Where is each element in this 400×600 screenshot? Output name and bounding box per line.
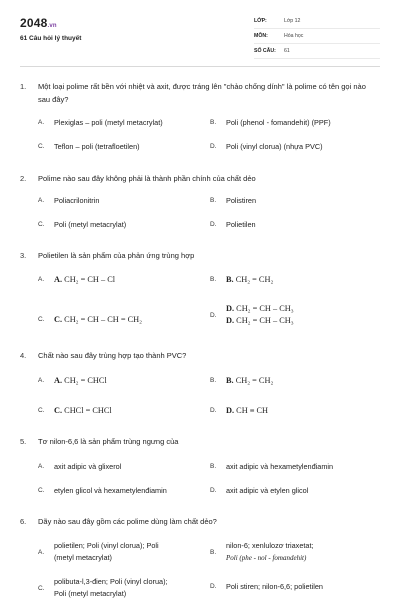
meta-row-count xyxy=(254,44,380,59)
option-b[interactable] xyxy=(210,118,331,127)
option-letter: C. xyxy=(38,143,45,150)
option-text: Polistiren xyxy=(226,196,257,205)
option-text: etylen glicol và hexametylenđiamin xyxy=(54,486,167,495)
question-text: Chất nào sau đây trùng hợp tạo thành PVC? xyxy=(38,351,187,360)
option-text: Poli (phenol - fomandehit) (PPF) xyxy=(226,118,331,127)
option-c[interactable] xyxy=(38,576,168,600)
option-text xyxy=(54,540,159,564)
grade-label: LỚP: xyxy=(254,18,267,24)
option-letter: C. xyxy=(38,407,45,414)
option-text xyxy=(226,540,314,564)
grade-value: Lớp 12 xyxy=(284,18,301,24)
option-c[interactable] xyxy=(38,142,140,151)
option-line-2: Poli (phe - nol - fomandehit) xyxy=(226,554,307,562)
option-c[interactable] xyxy=(38,315,142,324)
page-header xyxy=(0,0,400,72)
question-4 xyxy=(20,349,380,362)
option-text xyxy=(54,576,168,600)
option-letter: B. xyxy=(210,276,217,283)
option-d[interactable] xyxy=(210,142,323,151)
option-letter: A. xyxy=(38,119,45,126)
option-letter: B. xyxy=(210,463,217,470)
option-letter: D. xyxy=(210,407,217,414)
question-text: Dãy nào sau đây gồm các polime dùng làm chất dẻo? xyxy=(38,517,217,526)
formula-text: CH₂ = CH₂ xyxy=(235,376,274,385)
option-b[interactable] xyxy=(210,462,333,471)
formula-text: CH ≡ CH xyxy=(236,406,269,415)
option-c[interactable] xyxy=(38,406,112,415)
option-formula xyxy=(54,406,112,415)
option-text: axit adipic và etylen glicol xyxy=(226,486,309,495)
option-letter: A. xyxy=(38,377,45,384)
option-a[interactable] xyxy=(38,540,159,564)
option-prefix: D. xyxy=(226,406,235,415)
document-title: 61 Câu hỏi lý thuyết xyxy=(20,35,82,42)
option-text: Polietilen xyxy=(226,220,256,229)
question-text: Một loại polime rất bền với nhiệt và axit, được tráng lên "chảo chống dính" là polime có tên gọi nào sau đây? xyxy=(38,82,366,104)
option-prefix: B. xyxy=(226,376,234,385)
question-2 xyxy=(20,172,380,185)
formula-text: CH₂ = CH₂ xyxy=(235,275,274,284)
option-b[interactable] xyxy=(210,196,256,205)
option-line-1: polietilen; Poli (vinyl clorua); Poli xyxy=(54,541,159,550)
option-letter: D. xyxy=(210,487,217,494)
option-letter: A. xyxy=(38,197,45,204)
question-3 xyxy=(20,249,380,262)
formula-text: CH₂ = CHCl xyxy=(64,376,107,385)
formula-text: CHCl = CHCl xyxy=(64,406,112,415)
option-letter: D. xyxy=(210,143,217,150)
option-formula xyxy=(226,275,273,284)
count-label: SỐ CÂU: xyxy=(254,48,276,54)
option-formula xyxy=(54,315,142,324)
option-d[interactable] xyxy=(210,486,308,495)
option-letter: B. xyxy=(210,197,217,204)
option-text: axit adipic và glixerol xyxy=(54,462,122,471)
question-number: 4. xyxy=(20,351,27,360)
question-6 xyxy=(20,515,380,528)
option-line-2: Poli (metyl metacrylat) xyxy=(54,589,127,598)
option-prefix: D. xyxy=(226,316,235,325)
formula-line-2 xyxy=(226,315,294,327)
subject-value: Hóa học xyxy=(284,33,304,39)
option-line-1: nilon-6; xenlulozơ triaxetat; xyxy=(226,541,314,550)
option-text: Teflon – poli (tetrafloetilen) xyxy=(54,142,140,151)
meta-row-subject xyxy=(254,29,380,44)
option-formula xyxy=(226,303,294,327)
formula-text: CH₂ = CH – CH₃ xyxy=(236,316,294,325)
option-prefix: C. xyxy=(54,406,63,415)
question-number: 5. xyxy=(20,437,27,446)
option-prefix: C. xyxy=(54,315,63,324)
meta-row-grade xyxy=(254,14,380,29)
option-letter: A. xyxy=(38,548,45,556)
option-text: Poli stiren; nilon-6,6; polietilen xyxy=(226,582,323,591)
option-b[interactable] xyxy=(210,376,273,385)
option-text: Plexiglas – poli (metyl metacrylat) xyxy=(54,118,163,127)
option-d[interactable] xyxy=(210,303,294,327)
option-letter: C. xyxy=(38,221,45,228)
logo-text: 2048 xyxy=(20,16,48,30)
option-c[interactable] xyxy=(38,486,167,495)
option-formula xyxy=(54,275,115,284)
option-b[interactable] xyxy=(210,540,314,564)
count-value: 61 xyxy=(284,48,290,54)
subject-label: MÔN: xyxy=(254,33,268,39)
site-logo[interactable] xyxy=(20,16,57,30)
option-letter: C. xyxy=(38,584,45,592)
option-a[interactable] xyxy=(38,376,107,385)
question-text: Tơ nilon-6,6 là sản phẩm trùng ngưng của xyxy=(38,437,179,446)
question-1 xyxy=(20,80,380,106)
header-divider xyxy=(20,66,380,67)
meta-info xyxy=(254,14,380,59)
option-letter: C. xyxy=(38,316,45,323)
question-number: 3. xyxy=(20,251,27,260)
option-text: axit adipic và hexametylenđiamin xyxy=(226,462,334,471)
question-text: Polietilen là sản phẩm của phản ứng trùng hợp xyxy=(38,251,195,260)
formula-line-1 xyxy=(226,303,294,315)
option-letter: C. xyxy=(38,487,45,494)
formula-text: CH₂ = CH – CH₃ xyxy=(236,304,294,313)
option-b[interactable] xyxy=(210,275,273,284)
question-5 xyxy=(20,435,380,448)
option-line-1: polibuta-l,3-đien; Poli (vinyl clorua); xyxy=(54,577,168,586)
option-prefix: B. xyxy=(226,275,234,284)
option-a[interactable] xyxy=(38,462,121,471)
option-formula xyxy=(54,376,107,385)
option-line-2: (metyl metacrylat) xyxy=(54,553,112,562)
option-prefix: D. xyxy=(226,304,235,313)
question-number: 2. xyxy=(20,174,27,183)
option-prefix: A. xyxy=(54,376,63,385)
option-letter: A. xyxy=(38,276,45,283)
option-a[interactable] xyxy=(38,118,163,127)
option-a[interactable] xyxy=(38,275,115,284)
option-formula xyxy=(226,376,273,385)
option-letter: D. xyxy=(210,311,217,319)
option-letter: B. xyxy=(210,377,217,384)
option-letter: D. xyxy=(210,221,217,228)
option-letter: D. xyxy=(210,583,217,590)
question-text: Polime nào sau đây không phải là thành phần chính của chất dẻo xyxy=(38,174,256,183)
question-number: 1. xyxy=(20,82,27,91)
option-text: Poli (metyl metacrylat) xyxy=(54,220,127,229)
option-text: Poliacrilonitrin xyxy=(54,196,100,205)
option-letter: B. xyxy=(210,548,217,556)
option-text: Poli (vinyl clorua) (nhựa PVC) xyxy=(226,142,323,151)
question-number: 6. xyxy=(20,517,27,526)
option-formula xyxy=(226,406,268,415)
logo-suffix: .vn xyxy=(47,23,57,29)
option-c[interactable] xyxy=(38,220,126,229)
option-a[interactable] xyxy=(38,196,99,205)
option-d[interactable] xyxy=(210,406,268,415)
option-d[interactable] xyxy=(210,220,256,229)
option-letter: A. xyxy=(38,463,45,470)
formula-text: CH₂ = CH – CH = CH₂ xyxy=(64,315,142,324)
option-d[interactable] xyxy=(210,582,323,591)
option-letter: B. xyxy=(210,119,217,126)
option-prefix: A. xyxy=(54,275,63,284)
formula-text: CH₂ = CH – Cl xyxy=(64,275,116,284)
